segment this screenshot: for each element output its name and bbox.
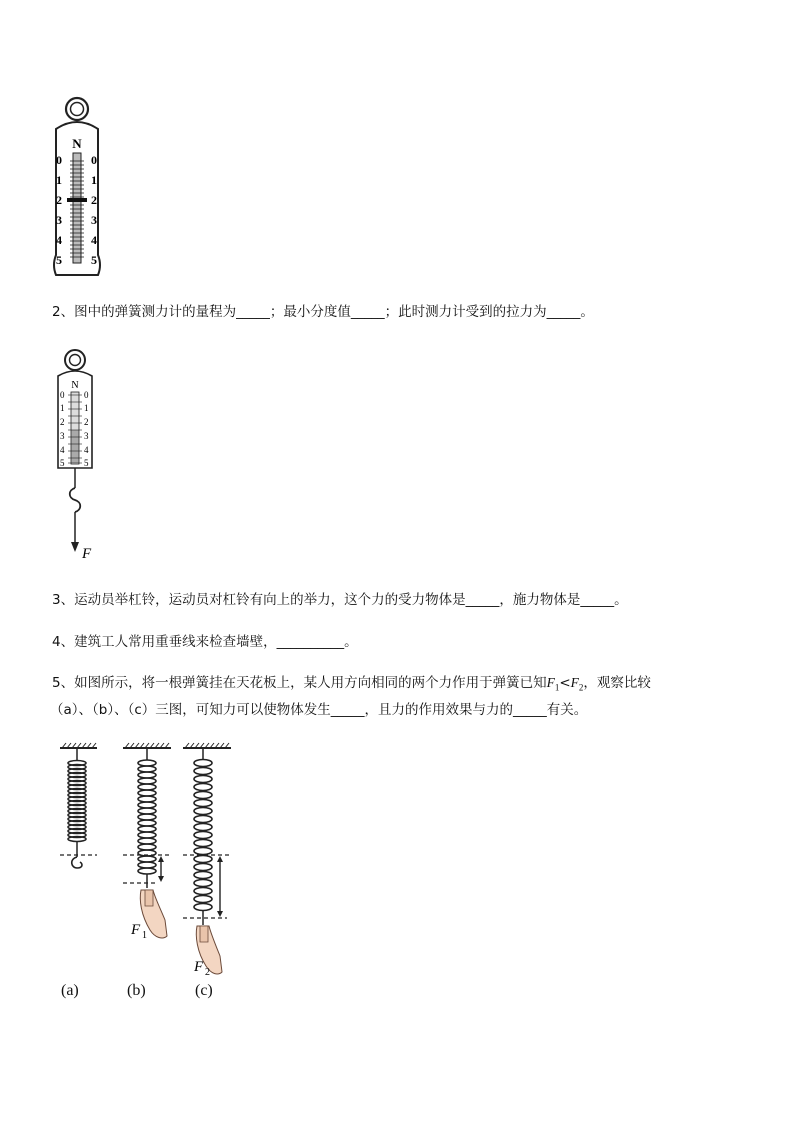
f1-symbol: F — [546, 675, 555, 690]
gauge2-tick-right-1: 1 — [84, 403, 89, 413]
spring-a — [68, 761, 86, 842]
springs-figure — [55, 740, 240, 990]
spring-scale-figure-2 — [52, 348, 112, 563]
question-5-text-b: ，观察比较 — [583, 675, 651, 691]
gauge1-tick-right-5: 5 — [91, 253, 97, 267]
question-4: 4、建筑工人常用重垂线来检查墙壁，__________。 — [52, 634, 358, 650]
gauge2-tick-right-3: 3 — [84, 431, 89, 441]
gauge1-tick-left-0: 0 — [56, 153, 62, 167]
gauge1-tick-left-2: 2 — [56, 193, 62, 207]
spring-b — [138, 760, 156, 874]
gauge2-tick-left-5: 5 — [60, 458, 65, 468]
f2-symbol: F — [570, 675, 579, 690]
gauge2-tick-left-3: 3 — [60, 431, 65, 441]
question-3: 3、运动员举杠铃，运动员对杠铃有向上的举力，这个力的受力物体是_____，施力物体是_____。 — [52, 592, 628, 608]
force-label-f2-sub: 2 — [205, 967, 210, 978]
force-label-f1-sub: 1 — [142, 930, 147, 941]
caption-a: (a) — [61, 982, 79, 999]
caption-c: (c) — [195, 982, 213, 999]
gauge1-tick-right-1: 1 — [91, 173, 97, 187]
question-5-text-a: 5、如图所示，将一根弹簧挂在天花板上，某人用方向相同的两个力作用于弹簧已知 — [52, 675, 547, 691]
caption-b: (b) — [127, 982, 146, 999]
gauge2-tick-right-2: 2 — [84, 417, 89, 427]
gauge1-unit: N — [72, 136, 82, 151]
question-2: 2、图中的弹簧测力计的量程为_____；最小分度值_____；此时测力计受到的拉力为_____。 — [52, 304, 594, 320]
f1-subscript: 1 — [554, 682, 560, 693]
gauge2-tick-right-4: 4 — [84, 445, 89, 455]
f2-subscript: 2 — [578, 682, 584, 693]
gauge1-tick-right-3: 3 — [91, 213, 97, 227]
gauge1-tick-right-0: 0 — [91, 153, 97, 167]
gauge2-tick-left-2: 2 — [60, 417, 65, 427]
gauge2-unit: N — [71, 380, 79, 391]
question-5-line-1 — [52, 673, 651, 698]
gauge1-tick-right-2: 2 — [91, 193, 97, 207]
question-5-line-2: （a）、（b）、（c）三图，可知力可以使物体发生_____，且力的作用效果与力的_____有关。 — [50, 702, 588, 718]
gauge2-tick-left-4: 4 — [60, 445, 65, 455]
less-than-sign: < — [559, 675, 571, 691]
spring-c — [194, 760, 212, 911]
gauge2-tick-left-0: 0 — [60, 390, 65, 400]
gauge2-tick-left-1: 1 — [60, 403, 65, 413]
gauge1-tick-left-3: 3 — [56, 213, 62, 227]
gauge2-tick-right-5: 5 — [84, 458, 89, 468]
force-label-f1: F — [131, 922, 141, 938]
gauge1-tick-left-4: 4 — [56, 233, 62, 247]
gauge1-tick-right-4: 4 — [91, 233, 97, 247]
gauge2-tick-right-0: 0 — [84, 390, 89, 400]
force-label-f: F — [82, 546, 92, 562]
spring-scale-figure-1 — [50, 95, 110, 280]
force-label-f2: F — [194, 959, 204, 975]
gauge1-tick-left-1: 1 — [56, 173, 62, 187]
gauge1-tick-left-5: 5 — [56, 253, 62, 267]
